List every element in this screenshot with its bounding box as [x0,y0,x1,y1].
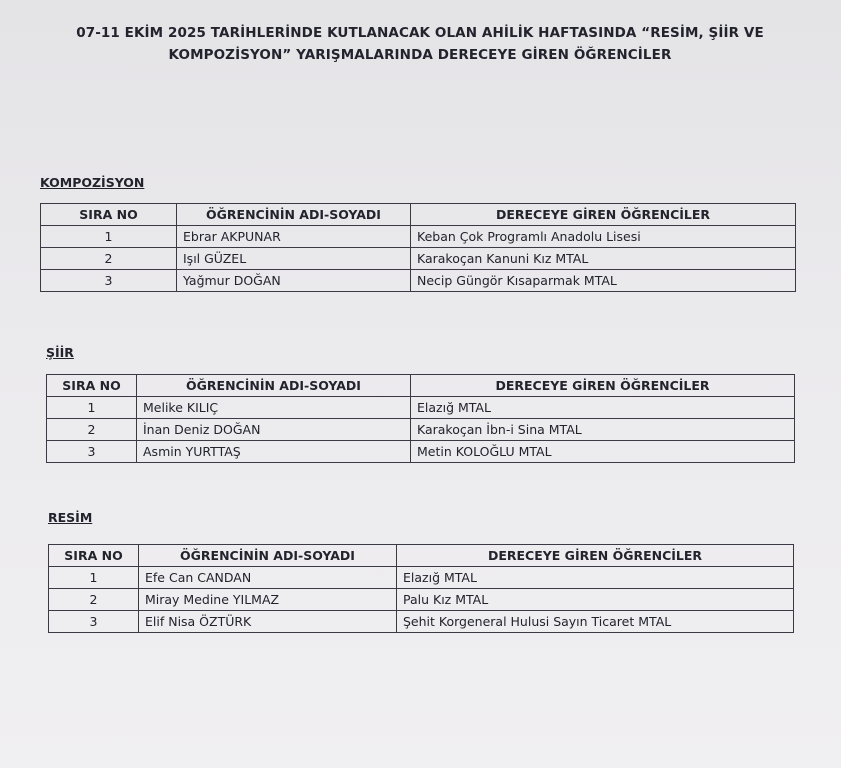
rank-cell: 1 [49,567,139,589]
school-cell: Elazığ MTAL [411,397,795,419]
column-header-sira-no: SIRA NO [49,545,139,567]
section-heading-siir: ŞİİR [46,345,74,360]
table-row [41,270,796,292]
student-name-cell: Ebrar AKPUNAR [177,226,411,248]
student-name-cell: Elif Nisa ÖZTÜRK [139,611,397,633]
student-name-cell: Miray Medine YILMAZ [139,589,397,611]
kompozisyon-results-table [40,203,796,292]
school-cell: Keban Çok Programlı Anadolu Lisesi [411,226,796,248]
rank-cell: 1 [47,397,137,419]
school-cell: Palu Kız MTAL [397,589,794,611]
column-header-dereceye-giren: DERECEYE GİREN ÖĞRENCİLER [411,375,795,397]
document-title-line-1: 07-11 EKİM 2025 TARİHLERİNDE KUTLANACAK OLAN AHİLİK HAFTASINDA “RESİM, ŞİİR VE [76,25,764,41]
table-header-row [47,375,795,397]
rank-cell: 3 [49,611,139,633]
rank-cell: 2 [49,589,139,611]
table-row [47,397,795,419]
rank-cell: 3 [41,270,177,292]
rank-cell: 2 [47,419,137,441]
column-header-ogrenci-adi: ÖĞRENCİNİN ADI-SOYADI [137,375,411,397]
student-name-cell: Melike KILIÇ [137,397,411,419]
table-row [47,441,795,463]
school-cell: Necip Güngör Kısaparmak MTAL [411,270,796,292]
column-header-ogrenci-adi: ÖĞRENCİNİN ADI-SOYADI [139,545,397,567]
column-header-dereceye-giren: DERECEYE GİREN ÖĞRENCİLER [397,545,794,567]
document-title-line-2: KOMPOZİSYON” YARIŞMALARINDA DERECEYE GİREN ÖĞRENCİLER [168,47,672,63]
table-row [41,226,796,248]
school-cell: Şehit Korgeneral Hulusi Sayın Ticaret MTAL [397,611,794,633]
table-row [41,248,796,270]
section-heading-resim: RESİM [48,510,93,525]
siir-results-table [46,374,795,463]
column-header-ogrenci-adi: ÖĞRENCİNİN ADI-SOYADI [177,204,411,226]
table-row [49,589,794,611]
table-row [49,611,794,633]
student-name-cell: İnan Deniz DOĞAN [137,419,411,441]
column-header-sira-no: SIRA NO [41,204,177,226]
table-row [49,567,794,589]
school-cell: Elazığ MTAL [397,567,794,589]
rank-cell: 3 [47,441,137,463]
table-row [47,419,795,441]
table-header-row [41,204,796,226]
school-cell: Metin KOLOĞLU MTAL [411,441,795,463]
student-name-cell: Efe Can CANDAN [139,567,397,589]
school-cell: Karakoçan Kanuni Kız MTAL [411,248,796,270]
student-name-cell: Asmin YURTTAŞ [137,441,411,463]
school-cell: Karakoçan İbn-i Sina MTAL [411,419,795,441]
student-name-cell: Yağmur DOĞAN [177,270,411,292]
column-header-dereceye-giren: DERECEYE GİREN ÖĞRENCİLER [411,204,796,226]
rank-cell: 2 [41,248,177,270]
column-header-sira-no: SIRA NO [47,375,137,397]
resim-results-table [48,544,794,633]
document-title [40,22,800,66]
table-header-row [49,545,794,567]
section-heading-kompozisyon: KOMPOZİSYON [40,175,145,190]
student-name-cell: Işıl GÜZEL [177,248,411,270]
rank-cell: 1 [41,226,177,248]
